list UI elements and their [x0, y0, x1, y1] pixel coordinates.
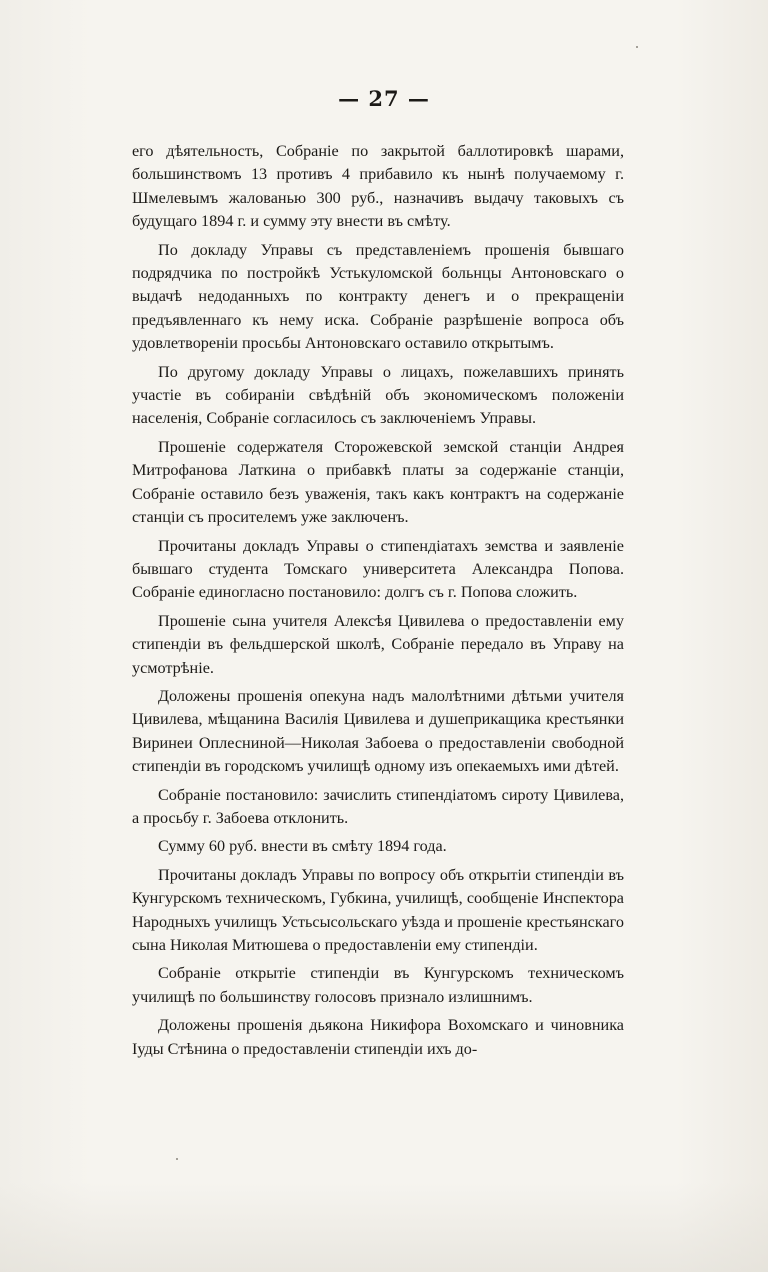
page-number: — 27 —: [338, 86, 430, 111]
paragraph-tsivilev-son: Прошеніе сына учителя Алексѣя Цивилева о предоставленіи ему стипендіи въ фельдшерской школѣ, Собраніе передало въ Управу на усмотрѣніе.: [132, 611, 624, 677]
body-text: [132, 140, 624, 1066]
paragraph-assembly-resolution: Собраніе постановило: зачислить стипендіатомъ сироту Цивилева, а просьбу г. Забоева отклонить.: [132, 785, 624, 827]
paper-speck: [636, 46, 638, 48]
paragraph-economic-survey: По другому докладу Управы о лицахъ, пожелавшихъ принять участіе въ собираніи свѣдѣній объ экономическомъ положеніи населенія, Собраніе согласилось съ заключеніемъ Управы.: [132, 362, 624, 428]
paper-speck: [176, 1158, 178, 1160]
paragraph-kungur-resolution: Собраніе открытіе стипендіи въ Кунгурскомъ техническомъ училищѣ по большинству голосовъ признало излишнимъ.: [132, 964, 624, 1006]
paragraph-kungur-stipend: Прочитаны докладъ Управы по вопросу объ открытіи стипендіи въ Кунгурскомъ техническомъ, Губкина, училищѣ, сообщеніе Инспектора Народныхъ училищъ Устьсысольскаго уѣзда и прошеніе крестьянскаго сына Николая Митюшева о предоставленіи ему стипендіи.: [132, 865, 624, 954]
paragraph-vokhomsky-petitions: Доложены прошенія дьякона Никифора Вохомскаго и чиновника Іуды Стѣнина о предоставленіи стипендіи ихъ до-: [132, 1016, 624, 1058]
paragraph-latkin-station: Прошеніе содержателя Сторожевской земской станціи Андрея Митрофанова Латкина о прибавкѣ платы за содержаніе станціи, Собраніе оставило безъ уваженія, такъ какъ контрактъ на содержаніе станціи съ просителемъ уже заключенъ.: [132, 437, 624, 527]
paragraph-salary-continuation: его дѣятельность, Собраніе по закрытой баллотировкѣ шарами, большинствомъ 13 противъ 4 прибавило къ нынѣ получаемому г. Шмелевымъ жалованью 300 руб., назначивъ выдачу таковыхъ съ будущаго 1894 г. и сумму эту внести въ смѣту.: [132, 142, 624, 231]
paragraph-budget-sum: Сумму 60 руб. внести въ смѣту 1894 года.: [158, 837, 447, 856]
paragraph-guardian-petitions: Доложены прошенія опекуна надъ малолѣтними дѣтьми учителя Цивилева, мѣщанина Василія Цивилева и душеприкащика крестьянки Виринеи Оплесниной—Николая Забоева о предоставленіи свободной стипендіи въ городскомъ училищѣ одному изъ опекаемыхъ ими дѣтей.: [132, 686, 624, 776]
paragraph-antonovsky-petition: По докладу Управы съ представленіемъ прошенія бывшаго подрядчика по постройкѣ Устькуломской больнцы Антоновскаго о выдачѣ недоданныхъ по контракту денегъ и о прекращеніи предъявленнаго къ нему иска. Собраніе разрѣшеніе вопроса объ удовлетвореніи просьбы Антоновскаго оставило открытымъ.: [132, 240, 624, 353]
paragraph-popov-stipend: Прочитаны докладъ Управы о стипендіатахъ земства и заявленіе бывшаго студента Томскаго университета Александра Попова. Собраніе единогласно постановило: долгъ съ г. Попова сложить.: [132, 536, 624, 602]
page-edge-shadow: [0, 1182, 768, 1272]
